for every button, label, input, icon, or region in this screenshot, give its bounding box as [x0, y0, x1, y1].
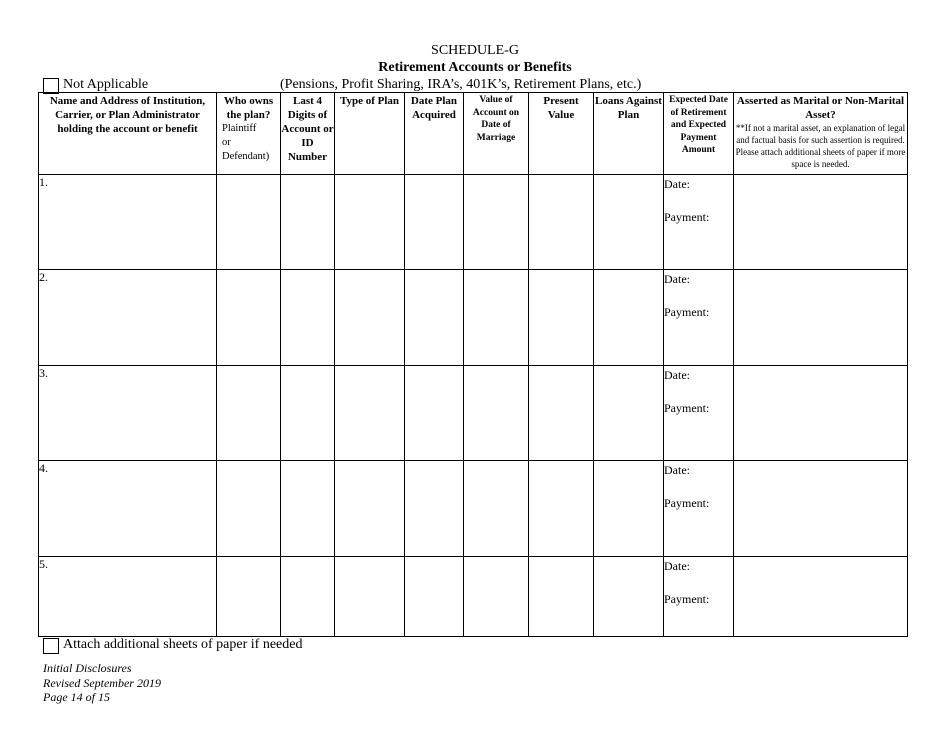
- cell-loans[interactable]: [594, 461, 664, 557]
- cell-who-owns[interactable]: [217, 175, 281, 270]
- table-header-row: [39, 93, 908, 175]
- cell-who-owns[interactable]: [217, 557, 281, 637]
- col-header-asserted: [734, 93, 908, 175]
- asserted-note: **If not a marital asset, an explanation of legal and factual basis for such assertion is required. Please attach additional sheets of paper if more space is needed.: [735, 123, 906, 169]
- cell-expected[interactable]: [664, 270, 734, 366]
- cell-loans[interactable]: [594, 175, 664, 270]
- cell-value-marriage[interactable]: [464, 270, 529, 366]
- attach-sheets-checkbox[interactable]: [43, 638, 59, 654]
- attach-sheets-label: Attach additional sheets of paper if needed: [63, 637, 303, 652]
- cell-type[interactable]: [335, 557, 405, 637]
- col-header-who-owns: [217, 93, 281, 175]
- payment-label: Payment:: [664, 592, 710, 606]
- cell-present-value[interactable]: [529, 557, 594, 637]
- cell-present-value[interactable]: [529, 366, 594, 461]
- row-number[interactable]: 3.: [39, 366, 217, 461]
- asserted-title: Asserted as Marital or Non-Marital Asset?: [736, 95, 905, 121]
- date-label: Date:: [664, 272, 690, 286]
- table-row: [39, 461, 908, 557]
- footer-page-number: Page 14 of 15: [43, 690, 110, 704]
- retirement-accounts-table: [38, 92, 908, 637]
- col-header-last4: Last 4 Digits of Account or ID Number: [281, 93, 335, 175]
- col-header-loans: Loans Against Plan: [594, 93, 664, 175]
- cell-last4[interactable]: [281, 557, 335, 637]
- who-owns-defendant: Defendant): [222, 151, 270, 162]
- row-number[interactable]: 1.: [39, 175, 217, 270]
- page-subtitle: (Pensions, Profit Sharing, IRA’s, 401K’s, Retirement Plans, etc.): [280, 77, 642, 92]
- cell-loans[interactable]: [594, 557, 664, 637]
- cell-date-acquired[interactable]: [405, 557, 464, 637]
- cell-type[interactable]: [335, 366, 405, 461]
- cell-loans[interactable]: [594, 366, 664, 461]
- date-label: Date:: [664, 368, 690, 382]
- page-title: Retirement Accounts or Benefits: [378, 60, 572, 75]
- table-row: [39, 175, 908, 270]
- cell-who-owns[interactable]: [217, 366, 281, 461]
- cell-date-acquired[interactable]: [405, 461, 464, 557]
- date-label: Date:: [664, 463, 690, 477]
- cell-who-owns[interactable]: [217, 270, 281, 366]
- cell-date-acquired[interactable]: [405, 366, 464, 461]
- cell-last4[interactable]: [281, 366, 335, 461]
- cell-last4[interactable]: [281, 270, 335, 366]
- cell-expected[interactable]: [664, 366, 734, 461]
- cell-asserted[interactable]: [734, 270, 908, 366]
- cell-present-value[interactable]: [529, 175, 594, 270]
- row-number[interactable]: 4.: [39, 461, 217, 557]
- cell-last4[interactable]: [281, 175, 335, 270]
- cell-present-value[interactable]: [529, 461, 594, 557]
- cell-asserted[interactable]: [734, 175, 908, 270]
- who-owns-or: or: [222, 137, 231, 148]
- cell-expected[interactable]: [664, 557, 734, 637]
- cell-date-acquired[interactable]: [405, 270, 464, 366]
- cell-asserted[interactable]: [734, 557, 908, 637]
- cell-type[interactable]: [335, 270, 405, 366]
- payment-label: Payment:: [664, 401, 710, 415]
- who-owns-plaintiff: Plaintiff: [222, 123, 257, 134]
- payment-label: Payment:: [664, 496, 710, 510]
- cell-type[interactable]: [335, 175, 405, 270]
- payment-label: Payment:: [664, 210, 710, 224]
- schedule-label: SCHEDULE-G: [431, 43, 519, 58]
- row-number[interactable]: 2.: [39, 270, 217, 366]
- cell-asserted[interactable]: [734, 461, 908, 557]
- cell-value-marriage[interactable]: [464, 366, 529, 461]
- cell-who-owns[interactable]: [217, 461, 281, 557]
- col-header-date-acquired: Date Plan Acquired: [405, 93, 464, 175]
- payment-label: Payment:: [664, 305, 710, 319]
- table-row: [39, 557, 908, 637]
- row-number[interactable]: 5.: [39, 557, 217, 637]
- col-header-expected: Expected Date of Retirement and Expected Payment Amount: [664, 93, 734, 175]
- not-applicable-label: Not Applicable: [63, 77, 149, 92]
- col-header-present-value: Present Value: [529, 93, 594, 175]
- cell-date-acquired[interactable]: [405, 175, 464, 270]
- cell-loans[interactable]: [594, 270, 664, 366]
- col-header-type: Type of Plan: [335, 93, 405, 175]
- cell-value-marriage[interactable]: [464, 557, 529, 637]
- cell-expected[interactable]: [664, 461, 734, 557]
- footer-line-2: Revised September 2019: [43, 676, 161, 690]
- cell-last4[interactable]: [281, 461, 335, 557]
- col-header-value-marriage: Value of Account on Date of Marriage: [464, 93, 529, 175]
- footer-line-1: Initial Disclosures: [43, 661, 132, 675]
- cell-type[interactable]: [335, 461, 405, 557]
- col-header-name-address: Name and Address of Institution, Carrier, or Plan Administrator holding the account or benefit: [39, 93, 217, 175]
- who-owns-title: Who owns the plan?: [223, 95, 274, 121]
- cell-value-marriage[interactable]: [464, 175, 529, 270]
- table-row: [39, 366, 908, 461]
- cell-asserted[interactable]: [734, 366, 908, 461]
- date-label: Date:: [664, 559, 690, 573]
- table-row: [39, 270, 908, 366]
- cell-expected[interactable]: [664, 175, 734, 270]
- date-label: Date:: [664, 177, 690, 191]
- cell-value-marriage[interactable]: [464, 461, 529, 557]
- cell-present-value[interactable]: [529, 270, 594, 366]
